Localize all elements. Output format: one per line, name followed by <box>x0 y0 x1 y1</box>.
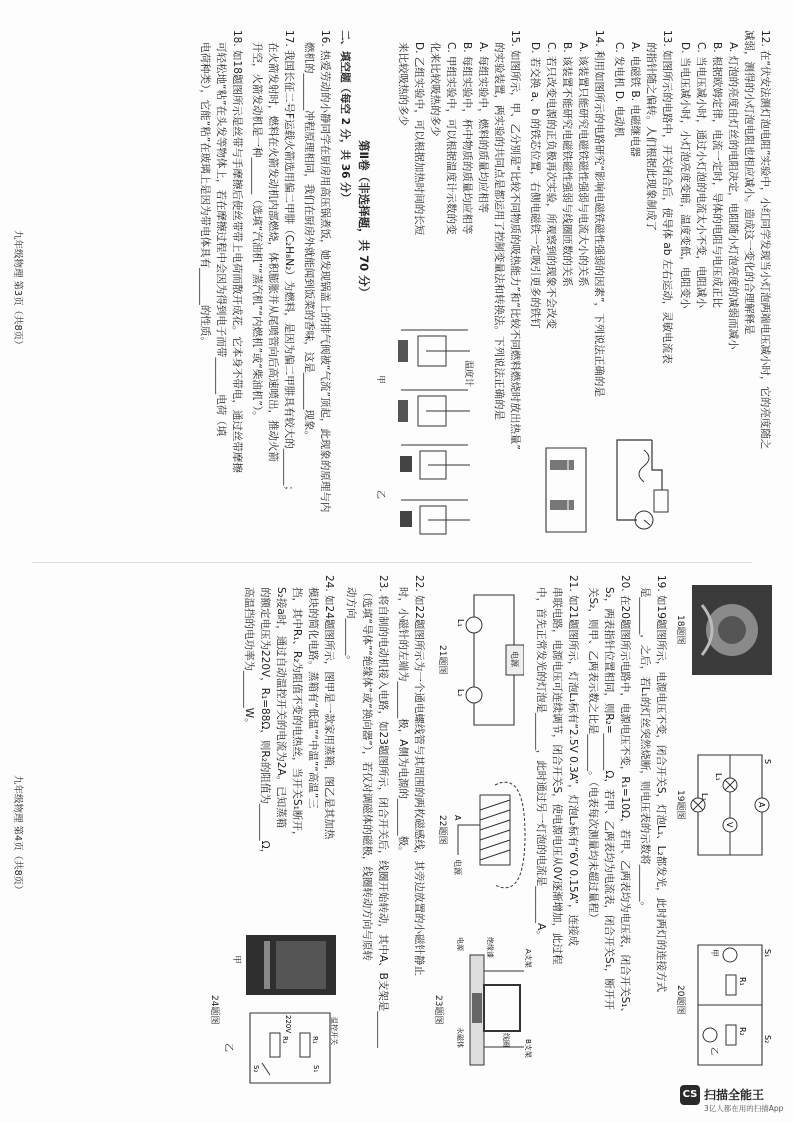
fill-section-heading: 二、填空题（每空 2 分，共 36 分） <box>339 30 351 204</box>
figure-21-l2-label: L₂ <box>456 689 465 697</box>
question-23-line2: （选填“导体”“绝缘体”或“换向器”），若仅对调磁体的磁极，线圈转动方向与原转 <box>361 587 373 961</box>
page-4-footer: 九年级物理 第4页（共8页） <box>12 775 23 895</box>
question-18: 18. 如18题图所示是丝带与手摩擦后使丝带带上电荷而散开成花。它本身不带电，通过丝带摩擦 <box>231 30 243 473</box>
figure-24-r2-label: R₂ <box>281 1036 289 1044</box>
figure-19-switch-label: S <box>763 759 772 765</box>
question-20-line3: 关S₂，则甲、乙两表示数之比是_______。（电表每次测量均未超过量程） <box>587 587 599 924</box>
figure-15-label-jia: 甲 <box>375 375 385 385</box>
figure-22-a-label: A <box>453 815 462 821</box>
question-15: 15. 如图所示，甲、乙分别是“比较不同物质的吸热能力”和“比较不同燃料燃烧时放出热量” <box>509 30 521 450</box>
figure-20-r2-label: R₂ <box>738 1027 747 1036</box>
question-15-line2: 的实验装置，两实验的共同点是都运用了控制变量法和转换法。下列说法正确的是 <box>493 42 505 420</box>
figure-23-motor <box>448 935 534 1085</box>
page-3-footer: 九年级物理 第3页（共8页） <box>12 230 23 350</box>
figure-24-auto-switch-label: 温控开关 <box>330 1017 338 1045</box>
figure-18-photo <box>692 585 772 675</box>
figure-23-coil-label: 线圈 <box>502 1033 510 1047</box>
figure-20-r1-label: R₁ <box>738 977 747 986</box>
question-13-line2: 的指针随之偏转。人们根据此现象制成了 <box>645 42 657 231</box>
figure-23-insulation-label: 绝缘漆 <box>486 937 494 958</box>
question-16: 16. 热爱劳动的小静同学在厨房用高压锅煮饭，她发现锅盖上的排气阀被“气流”顶起，此现象的原理与内 <box>319 30 331 513</box>
figure-19-l1-label: L₁ <box>714 773 723 781</box>
question-15-option-d: D. 乙组实验中，可以根据加热时间的长短 <box>413 42 425 236</box>
figure-19-l2-label: L₂ <box>700 793 709 801</box>
figure-19-caption: 19题图 <box>675 790 685 820</box>
figure-22-caption: 22题图 <box>437 815 447 845</box>
figure-14-electromagnet-circuit <box>532 440 596 540</box>
question-19: 19. 如19题图所示，电源电压不变，闭合开关S，灯泡L₁、L₂都发光，此时两灯的连接方式 <box>655 575 667 993</box>
question-24: 24. 如24题图所示，图甲是一款家用蒸箱，图乙是其加热 <box>323 575 335 840</box>
question-18-line2: 可轻松地“粘”在头发等物体上，若在摩擦过程中会因为得到电子而带_______电荷（填 <box>215 42 227 437</box>
figure-23-magnet-label: 永磁体 <box>456 1027 464 1048</box>
figure-23-caption: 23题图 <box>433 995 443 1025</box>
question-15-option-c: C. 甲组实验中，可以根据温度计示数的变 <box>445 42 457 235</box>
figure-15-heating-experiments <box>386 310 476 540</box>
question-14: 14. 利用如图所示的电路研究“影响电磁铁磁性强弱的因素”，下列说法正确的是 <box>593 30 605 397</box>
figure-21-caption: 21题图 <box>437 645 447 675</box>
question-23-line3: 动方向_______。 <box>345 587 357 666</box>
figure-24-heating-circuit <box>240 1003 340 1093</box>
question-24-line6: 高温挡的电功率为_______W。 <box>243 587 255 729</box>
figure-23-support-a-label: A支架 <box>524 949 532 968</box>
question-22-line2: 时，小磁针的左端为_______极，A侧为电源的_______极。 <box>397 587 409 857</box>
question-12-line2: 减弱，测得的小灯泡电阻也相应减小。造成这一变化的合理解释是 <box>743 30 755 335</box>
question-21-line3: 中，首先正常发光的灯泡是_______，此时通过另一灯泡的电流是_______A。 <box>535 587 547 941</box>
question-21-line2: 串联电路，电源电压可连续调节，闭合开关S，使电源电压从0V逐渐增加，此过程 <box>551 587 563 965</box>
question-12-option-b: B. 根据欧姆定律，电流一定时，导体的电阻与电压成正比 <box>711 42 723 308</box>
question-20-line2: S₂，两表指针位置相同，则R₂=_______Ω，若甲、乙两表均为电流表，闭合开关S₁，断开开 <box>603 587 615 1010</box>
figure-19-circuit <box>688 745 774 865</box>
question-13-options-cd: C. 发电机 D. 电动机 <box>613 42 625 138</box>
question-12: 12. 在“伏安法测灯泡电阻”实验中，小红同学发现当小灯泡两端电压减小时，它的亮度随之 <box>759 30 771 450</box>
question-24-line3: 挡，其中R₁、R₂为阻值不变的电热丝，当开关S₁断开， <box>291 587 303 842</box>
figure-24-steamer-photo <box>246 935 336 995</box>
figure-20-caption: 20题图 <box>675 985 685 1015</box>
question-13-options-ab: A. 电磁铁 B. 电磁继电器 <box>629 42 641 157</box>
question-22: 22. 如22题图所示为一个通电螺线管与其周围的两枚磁感线，其旁边放置的小磁针静止 <box>413 575 425 976</box>
figure-15-label-yi: 乙 <box>375 490 385 500</box>
question-15-option-c-line2: 化来比较吸热的多少 <box>429 42 441 137</box>
figure-24-voltage-label: 220V <box>284 1015 292 1034</box>
figure-21-series-circuit <box>454 585 524 735</box>
question-12-option-c: C. 当电压减小时，通过小灯泡的电流太小不变，电阻减小 <box>695 42 707 309</box>
scanner-app-title: 扫描全能王 <box>704 1088 765 1102</box>
question-15-option-a: A. 每组实验中，燃料的质量均应相等 <box>477 42 489 214</box>
scanner-watermark-badge <box>680 1083 790 1117</box>
question-13: 13. 如图所示的电路中，开关闭合后，使导体 ab 左右运动，灵敏电流表 <box>661 30 673 364</box>
figure-20-s1-label: S₁ <box>763 949 772 958</box>
figure-20-s2-label: S₂ <box>763 1035 772 1044</box>
exam-page-4 <box>0 575 792 1095</box>
question-14-option-a: A. 该装置只能研究电磁铁磁性强弱与电流大小的关系 <box>577 42 589 287</box>
question-14-option-d: D. 若交换 a、b 的铁芯位置，右侧电磁铁一定吸引更多的铁钉 <box>529 42 541 329</box>
figure-22-solenoid <box>450 765 530 905</box>
figure-24-s2-label: S₂ <box>252 1065 260 1073</box>
question-12-option-d: D. 当电压减小时，小灯泡亮度变暗，温度变低，电阻变小 <box>679 42 691 309</box>
figure-13-generator-circuit <box>602 430 672 540</box>
figure-24-label-yi: 乙 <box>223 1043 233 1053</box>
question-23: 23. 将自制的电动机接入电路，如23题图所示，闭合开关后，线圈开始转动，其中A、B支架是_______ <box>377 575 389 1049</box>
figure-24-r1-label: R₁ <box>311 1036 319 1044</box>
scanner-logo-icon: CS <box>680 1085 700 1105</box>
page-divider <box>32 562 752 563</box>
question-12-option-a: A. 灯泡的亮度由灯丝的电阻决定，电阻随小灯泡亮度的减弱而减小 <box>727 42 739 350</box>
figure-20-yi-label: 乙 <box>710 1047 719 1055</box>
scanner-app-subtitle: 3亿人都在用的扫描App <box>704 1104 784 1113</box>
figure-19-ammeter-label: A <box>757 802 766 808</box>
question-15-option-d-line2: 来比较吸热的多少 <box>397 42 409 126</box>
question-19-line2: 是_______，之后，若L₁的灯丝突然烧断，则电压表的示数将_______。 <box>639 587 651 913</box>
question-21: 21. 如21题图所示，灯泡L₁标有“2.5V 0.3A”，灯泡L₂标有“6V 0.15A”，连接成 <box>567 575 579 947</box>
question-24-line5: 的额定电压为220V，R₁=88Ω，则R₂的阻值为_______Ω， <box>259 587 271 860</box>
question-17: 17. 我国长征二号F运载火箭选用偏二甲肼（C₂H₈N₂）为燃料，是因为偏二甲肼具有较大的_______； <box>283 30 295 497</box>
figure-21-l1-label: L₁ <box>456 619 465 627</box>
figure-19-voltmeter-label: V <box>725 822 734 828</box>
question-20: 20. 在20题图所示电路中，电源电压不变，R₁=10Ω，若甲、乙两表均为电压表，闭合开关S₁、 <box>619 575 631 1018</box>
question-17-line3: 升空，火箭发动机是一种_______（选填“汽油机”“蒸汽机”“内燃机”或“柴油机”）。 <box>251 42 263 422</box>
question-17-line2: 在火箭发射时，燃料在火箭发动机内部燃烧，体积膨胀并从尾喷管向后高速喷出，推动火箭 <box>267 42 279 462</box>
figure-20-jia-label: 甲 <box>710 949 719 957</box>
question-14-option-b: B. 该装置不能研究电磁铁磁性强弱与线圈匝数的关系 <box>561 42 573 287</box>
figure-20-circuit <box>688 935 774 1075</box>
question-24-line2: 模块的简化电路。蒸箱有“低温”“中温”“高温”三 <box>307 587 319 809</box>
section-ii-title: 第Ⅱ卷（非选择题，共 70 分） <box>357 140 371 299</box>
figure-21-power-label: 电源 <box>510 651 519 667</box>
question-24-line4: S₂接a时，通过自动温控开关的电流为2A。已知蒸箱 <box>275 587 287 829</box>
figure-24-label-jia: 甲 <box>231 955 241 965</box>
exam-page-3 <box>0 30 792 550</box>
question-15-option-b: B. 每组实验中，杯中物质的质量均应相等 <box>461 42 473 235</box>
figure-24-s1-label: S₁ <box>312 1065 320 1073</box>
figure-23-support-b-label: B支架 <box>524 1039 532 1058</box>
question-18-line3: 电荷种类），它能“粘”在玻璃上是因为带电体具有_______的性质。 <box>199 42 211 347</box>
figure-18-caption: 18题图 <box>675 615 685 645</box>
figure-22-power-label: 电源 <box>453 859 462 875</box>
figure-23-power-label: 电源 <box>456 937 464 951</box>
question-16-line2: 燃机的_______冲程原理相同，我们在厨房外就能闻到饭菜的香味，这是_______现象。 <box>303 42 315 441</box>
figure-24-caption: 24题图 <box>209 995 219 1025</box>
question-14-option-c: C. 若只改变电源的正负极再次实验，所观察到的现象不会改变 <box>545 42 557 330</box>
figure-15-label-thermometer: 温度计 <box>463 360 473 388</box>
